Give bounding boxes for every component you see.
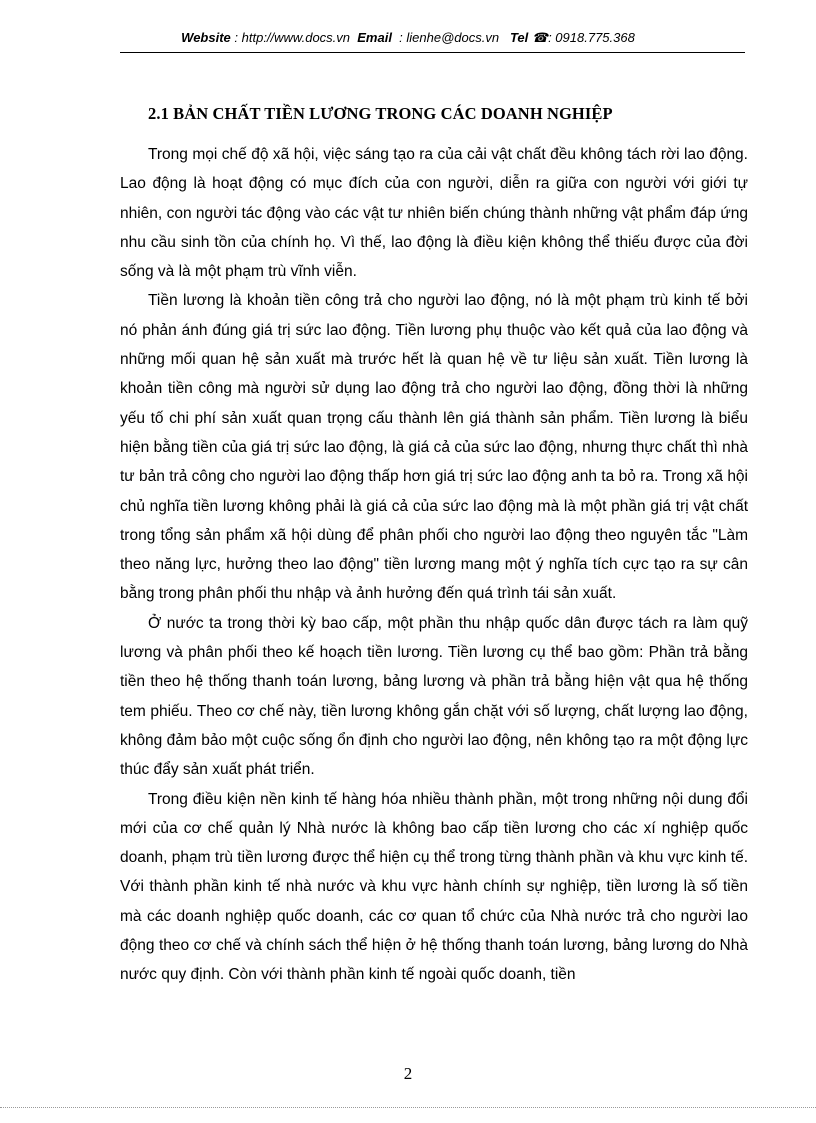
website-label: Website xyxy=(181,30,231,45)
paragraph: Ở nước ta trong thời kỳ bao cấp, một phần thu nhập quốc dân được tách ra làm quỹ lương và phân phối theo kế hoạch tiền lương. Tiền lương cụ thể bao gồm: Phần trả bằng tiền theo hệ thống thanh toán lương, bảng lương và phần trả bằng hiện vật qua hệ thống tem phiếu. Theo cơ chế này, tiền lương không gắn chặt với số lượng, chất lượng lao động, không đảm bảo một cuộc sống ổn định cho người lao động, nên không tạo ra một động lực thúc đẩy sản xuất phát triển. xyxy=(120,614,748,779)
paragraph: Trong điều kiện nền kinh tế hàng hóa nhiều thành phần, một trong những nội dung đổi mới của cơ chế quản lý Nhà nước là không bao cấp tiền lương cho các xí nghiệp quốc doanh, phạm trù tiền lương được thể hiện cụ thể trong từng thành phần và khu vực kinh tế. Với thành phần kinh tế nhà nước và khu vực hành chính sự nghiệp, tiền lương là số tiền mà các doanh nghiệp quốc doanh, các cơ quan tổ chức của Nhà nước trả cho người lao động theo cơ chế và chính sách thể hiện ở hệ thống thanh toán lương, bảng lương do Nhà nước quy định. Còn với thành phần kinh tế ngoài quốc doanh, tiền xyxy=(120,790,748,984)
header-divider xyxy=(120,52,745,53)
email-value: : lienhe@docs.vn xyxy=(399,30,500,45)
page-number: 2 xyxy=(403,1064,413,1083)
website-value: : http://www.docs.vn xyxy=(234,30,351,45)
page-header xyxy=(0,30,816,46)
paragraph: Trong mọi chế độ xã hội, việc sáng tạo ra của cải vật chất đều không tách rời lao động. Lao động là hoạt động có mục đích của con người, diễn ra giữa con người với giới tự nhiên, con người tác động vào các vật tư nhiên biến chúng thành những vật phẩm đáp ứng nhu cầu sinh tồn của chính họ. Vì thế, lao động là điều kiện không thể thiếu được của đời sống và là một phạm trù vĩnh viễn. xyxy=(120,146,748,281)
telephone-icon: ☎ xyxy=(531,30,549,45)
tel-value: : 0918.775.368 xyxy=(548,30,635,45)
body-text xyxy=(120,140,748,990)
tel-label: Tel xyxy=(509,30,529,45)
email-label: Email xyxy=(357,30,392,45)
section-heading: 2.1 BẢN CHẤT TIỀN LƯƠNG TRONG CÁC DOANH NGHIỆP xyxy=(148,104,613,123)
paragraph: Tiền lương là khoản tiền công trả cho người lao động, nó là một phạm trù kinh tế bởi nó phản ánh đúng giá trị sức lao động. Tiền lương phụ thuộc vào kết quả của lao động và những mối quan hệ sản xuất mà trước hết là quan hệ về tư liệu sản xuất. Tiền lương là khoản tiền công mà người sử dụng lao động trả cho người lao động, đồng thời là những yếu tố chi phí sản xuất quan trọng cấu thành lên giá thành sản phẩm. Tiền lương là biểu hiện bằng tiền của giá trị sức lao động, là giá cả của sức lao động, nhưng thực chất thì nhà tư bản trả công cho người lao động thấp hơn giá trị sức lao động anh ta bỏ ra. Trong xã hội chủ nghĩa tiền lương không phải là giá cả của sức lao động mà là một phần giá trị vật chất trong tổng sản phẩm xã hội dùng để phân phối cho người lao động theo nguyên tắc "Làm theo năng lực, hưởng theo lao động" tiền lương mang một ý nghĩa tích cực tạo ra sự cân bằng trong phân phối thu nhập và ảnh hưởng đến quá trình tái sản xuất. xyxy=(120,292,748,603)
page-bottom-divider xyxy=(0,1107,816,1108)
